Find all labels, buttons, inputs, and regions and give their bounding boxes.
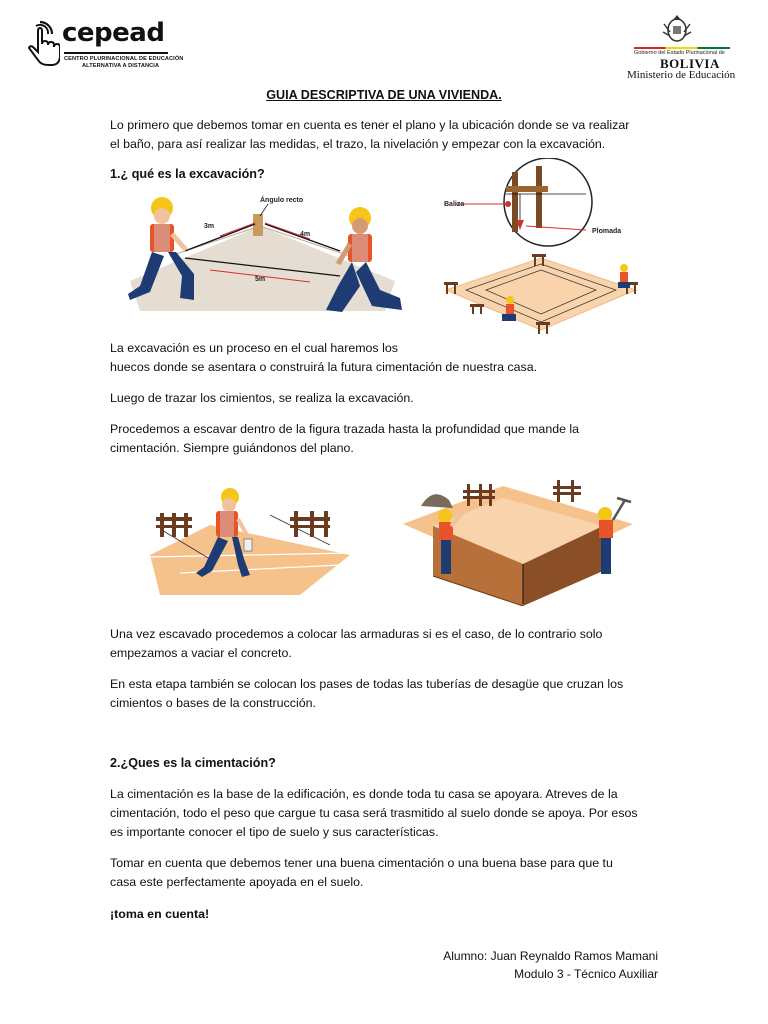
soil-pile-icon xyxy=(421,494,453,508)
dimension-a: 3m xyxy=(204,223,215,230)
after-trace-paragraph: Luego de trazar los cimientos, se realiza la excavación. xyxy=(110,391,414,405)
rebar-paragraph xyxy=(110,625,670,663)
foundation-paragraph xyxy=(110,785,670,842)
fence-back-icon xyxy=(463,484,495,506)
good-line-2: casa este perfectamente apoyada en el suelo. xyxy=(110,875,364,889)
hand-touch-icon xyxy=(26,20,60,68)
pickaxe-icon xyxy=(613,498,631,520)
footer-signature xyxy=(338,947,658,983)
cepead-subtitle-1: CENTRO PLURINACIONAL DE EDUCACIÓN xyxy=(64,56,184,62)
cepead-underline xyxy=(64,52,168,54)
angle-label: Ángulo recto xyxy=(260,197,304,204)
coat-of-arms-icon xyxy=(660,12,694,46)
baliza-label: Baliza xyxy=(444,201,465,208)
document-title: GUIA DESCRIPTIVA DE UNA VIVIENDA. xyxy=(266,88,502,102)
cepead-wordmark: cepead xyxy=(62,18,165,48)
excavation-line-1: La excavación es un proceso en el cual haremos los xyxy=(110,341,398,355)
foundation-line-1: La cimentación es la base de la edificación, es donde toda tu casa se apoyara. Atreves de la xyxy=(110,787,618,801)
fence-left-icon xyxy=(156,513,192,537)
intro-paragraph xyxy=(110,116,670,154)
dig-line-2: cimentación. Siempre guiándonos del plano. xyxy=(110,441,354,455)
bolivia-ministry-logo xyxy=(622,12,742,82)
good-line-1: Tomar en cuenta que debemos tener una buena cimentación o una buena base para que tu xyxy=(110,856,613,870)
intro-line-2: el baño, para así realizar las medidas, el trazo, la nivelación y empezar con la excavación. xyxy=(110,137,606,151)
rebar-line-1: Una vez escavado procedemos a colocar las armaduras si es el caso, de lo contrario solo xyxy=(110,627,603,641)
excavation-line-2: huecos donde se asentara o construirá la futura cimentación de nuestra casa. xyxy=(110,360,538,374)
question-1-heading: 1.¿ qué es la excavación? xyxy=(110,167,265,181)
tracing-worker-illustration xyxy=(150,485,350,600)
bolivia-government-text: Gobierno del Estado Plurinacional de xyxy=(634,50,725,56)
cepead-subtitle-2: ALTERNATIVA A DISTANCIA xyxy=(82,63,160,69)
good-foundation-paragraph xyxy=(110,854,670,892)
bolivia-name: BOLIVIA xyxy=(660,56,720,71)
stake-icon xyxy=(253,214,263,236)
foundation-line-3: es importante conocer el tipo de suelo y sus características. xyxy=(110,825,439,839)
dig-paragraph xyxy=(110,420,670,458)
trench-digging-illustration xyxy=(403,476,633,606)
small-worker-1-icon xyxy=(618,264,630,288)
student-name: Alumno: Juan Reynaldo Ramos Mamani xyxy=(443,949,658,963)
question-2-heading: 2.¿Ques es la cimentación? xyxy=(110,756,276,770)
triangle-measurement-illustration xyxy=(110,186,410,326)
pipes-paragraph xyxy=(110,675,670,713)
module-name: Modulo 3 - Técnico Auxiliar xyxy=(514,967,658,981)
cepead-logo xyxy=(26,18,184,72)
rebar-line-2: empezamos a vaciar el concreto. xyxy=(110,646,292,660)
dig-line-1: Procedemos a escavar dentro de la figura trazada hasta la profundidad que mande la xyxy=(110,422,580,436)
dimension-c: 5m xyxy=(255,276,266,283)
intro-line-1: Lo primero que debemos tomar en cuenta es tener el plano y la ubicación donde se va realizar xyxy=(110,118,630,132)
ministry-name: Ministerio de Educación xyxy=(627,69,736,81)
baliza-plumb-illustration xyxy=(436,158,646,338)
digger-right-icon xyxy=(598,498,631,574)
pipes-line-1: En esta etapa también se colocan los pases de todas las tuberías de desagüe que cruzan los xyxy=(110,677,624,691)
excavation-paragraph xyxy=(110,339,670,377)
note-text: ¡toma en cuenta! xyxy=(110,907,210,921)
dimension-b: 4m xyxy=(300,231,311,238)
pipes-line-2: cimientos o bases de la construcción. xyxy=(110,696,316,710)
foundation-line-2: cimentación, todo el peso que cargue tu casa será trasmitido al suelo donde se apoya. Por esos xyxy=(110,806,638,820)
fence-right-icon xyxy=(290,511,330,537)
plomada-label: Plomada xyxy=(592,228,622,235)
flag-stripe xyxy=(634,47,730,49)
fence-corner-icon xyxy=(553,480,581,502)
